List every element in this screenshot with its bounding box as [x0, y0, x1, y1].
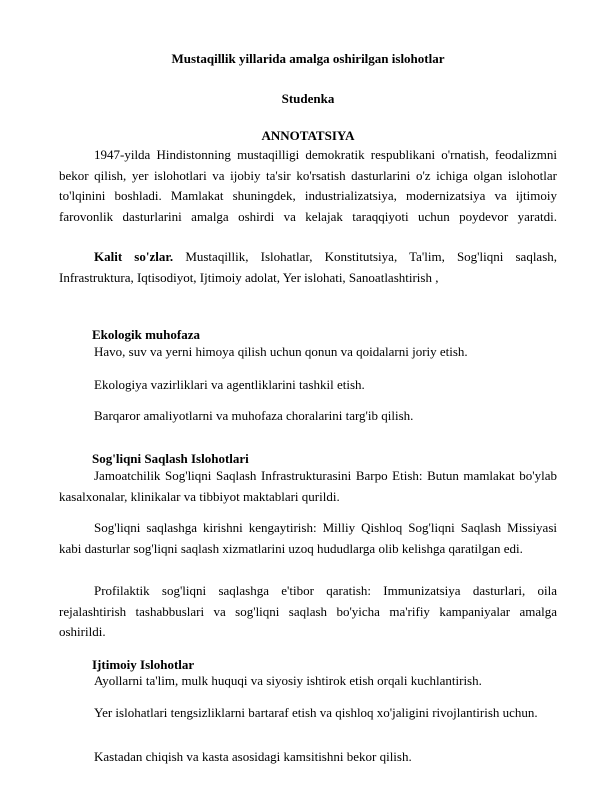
social-paragraph-3: Kastadan chiqish va kasta asosidagi kamsitishni bekor qilish.: [94, 749, 412, 764]
keywords-paragraph: [59, 247, 557, 288]
ecology-paragraph-1: Havo, suv va yerni himoya qilish uchun qonun va qoidalarni joriy etish.: [94, 344, 468, 359]
annotation-paragraph: 1947-yilda Hindistonning mustaqilligi demokratik respublikani o'rnatish, feodalizmni bekor qilish, yer islohotlari va ijobiy ta'sir ko'rsatish dasturlarini o'z ichiga olgan islohotlar to'lqinini boshladi. Mamlakat shuningdek, industrializatsiya, modernizatsiya va ijtimoiy farovonlik dasturlarini amalga oshirdi va kelajak taraqqiyoti uchun poydevor yaratdi.: [59, 147, 557, 224]
author-name: Studenka: [281, 91, 335, 106]
social-paragraph-1: Ayollarni ta'lim, mulk huquqi va siyosiy ishtirok etish orqali kuchlantirish.: [94, 673, 482, 688]
annotation-heading: ANNOTATSIYA: [261, 128, 355, 143]
keywords-label: Kalit so'zlar.: [94, 249, 174, 264]
document-title: Mustaqillik yillarida amalga oshirilgan islohotlar: [171, 51, 445, 66]
keywords-text: Mustaqillik, Islohatlar, Konstitutsiya, Ta'lim, Sog'liqni saqlash, Infrastruktura, Iqtisodiyot, Ijtimoiy adolat, Yer islohati, Sanoatlashtirish ,: [59, 249, 558, 285]
health-paragraph-3: Profilaktik sog'liqni saqlashga e'tibor qaratish: Immunizatsiya dasturlari, oila rejalashtirish tashabbuslari va sog'liqni saqlash bo'yicha ma'rifiy kampaniyalar amalga oshirildi.: [59, 583, 557, 639]
section-heading-social: Ijtimoiy Islohotlar: [92, 657, 195, 672]
health-paragraph-2: Sog'liqni saqlashga kirishni kengaytirish: Milliy Qishloq Sog'liqni Saqlash Missiyasi kabi dasturlar sog'liqni saqlash xizmatlarini uzoq hududlarga olib kelishga qaratilgan edi.: [59, 520, 557, 556]
section-heading-health: Sog'liqni Saqlash Islohotlari: [92, 451, 249, 466]
ecology-paragraph-3: Barqaror amaliyotlarni va muhofaza choralarini targ'ib qilish.: [94, 408, 414, 423]
section-heading-ecology: Ekologik muhofaza: [92, 327, 200, 342]
social-paragraph-2: Yer islohatlari tengsizliklarni bartaraf etish va qishloq xo'jaligini rivojlantirish uchun.: [94, 705, 538, 720]
health-paragraph-1: Jamoatchilik Sog'liqni Saqlash Infrastrukturasini Barpo Etish: Butun mamlakat bo'ylab kasalxonalar, klinikalar va tibbiyot maktablari qurildi.: [59, 468, 557, 504]
ecology-paragraph-2: Ekologiya vazirliklari va agentliklarini tashkil etish.: [94, 377, 365, 392]
